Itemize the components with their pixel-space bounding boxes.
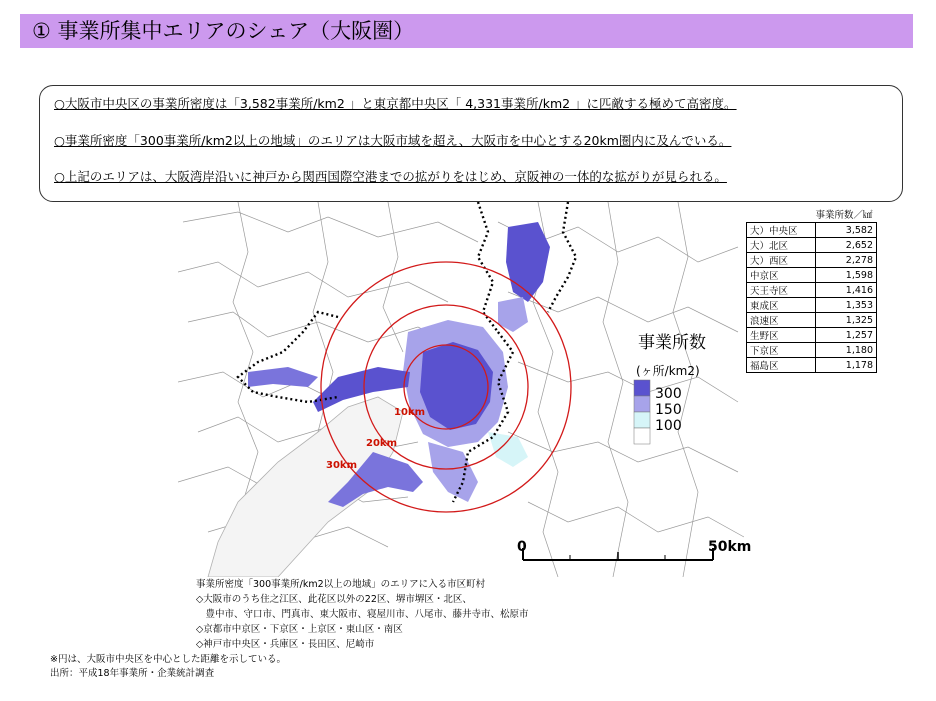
summary-line: ○事業所密度「300事業所/km2以上の地域」のエリアは大阪市域を超え、大阪市を中心とする20km圏内に及んでいる。 — [54, 133, 732, 148]
summary-line: ○大阪市中央区の事業所密度は「3,582事業所/km2 」と東京都中央区「 4,331事業所/km2 」に匹敵する極めて高密度。 — [54, 96, 737, 111]
ward-name: 生野区 — [747, 328, 816, 343]
table-row — [747, 268, 877, 283]
legend-swatches — [634, 380, 650, 444]
density-ranking-table — [746, 206, 877, 373]
legend-title: 事業所数 — [638, 333, 706, 353]
ward-value: 1,353 — [816, 298, 877, 313]
ward-value: 1,325 — [816, 313, 877, 328]
ward-name: 中京区 — [747, 268, 816, 283]
ward-value: 1,598 — [816, 268, 877, 283]
legend-label-150: 150 — [655, 402, 682, 418]
scale-end-label: 50km — [708, 539, 752, 555]
ward-value: 3,582 — [816, 223, 877, 238]
footnotes — [50, 653, 286, 681]
table-row — [747, 238, 877, 253]
table-row — [747, 283, 877, 298]
ward-value: 1,178 — [816, 358, 877, 373]
note-line: 豊中市、守口市、門真市、東大阪市、寝屋川市、八尾市、藤井寺市、松原市 — [196, 609, 529, 620]
ward-value: 1,180 — [816, 343, 877, 358]
ward-name: 福島区 — [747, 358, 816, 373]
table-row — [747, 298, 877, 313]
ward-name: 大）北区 — [747, 238, 816, 253]
ring-label-10km: 10km — [394, 407, 425, 418]
summary-line: ○上記のエリアは、大阪湾岸沿いに神戸から関西国際空港までの拡がりをはじめ、京阪神の一体的な拡がりが見られる。 — [54, 169, 727, 184]
legend-label-300: 300 — [655, 386, 682, 402]
ward-name: 東成区 — [747, 298, 816, 313]
footnote-line: ※円は、大阪市中央区を中心とした距離を示している。 — [50, 654, 286, 665]
ring-label-20km: 20km — [366, 438, 397, 449]
note-line: ◇京都市中京区・下京区・上京区・東山区・南区 — [196, 624, 403, 635]
table-row — [747, 253, 877, 268]
table-row — [747, 223, 877, 238]
source-line: 出所：平成18年事業所・企業統計調査 — [50, 668, 215, 679]
ward-name: 大）中央区 — [747, 223, 816, 238]
table-header: 事業所数／㎢ — [815, 210, 873, 221]
table-row — [747, 343, 877, 358]
ward-value: 2,278 — [816, 253, 877, 268]
density-map — [178, 202, 752, 577]
table-row — [747, 328, 877, 343]
page-title: ① 事業所集中エリアのシェア（大阪圏） — [32, 19, 415, 43]
ward-name: 浪速区 — [747, 313, 816, 328]
ward-name: 天王寺区 — [747, 283, 816, 298]
legend-label-100: 100 — [655, 418, 682, 434]
note-line: ◇大阪市のうち住之江区、此花区以外の22区、堺市堺区・北区、 — [196, 594, 472, 605]
table-row — [747, 358, 877, 373]
ward-name: 下京区 — [747, 343, 816, 358]
area-notes — [196, 577, 529, 652]
note-line: ◇神戸市中央区・兵庫区・長田区、尼崎市 — [196, 639, 375, 650]
table-row — [747, 313, 877, 328]
summary-box — [39, 85, 903, 202]
ward-name: 大）西区 — [747, 253, 816, 268]
ring-label-30km: 30km — [326, 460, 357, 471]
ward-value: 1,257 — [816, 328, 877, 343]
title-bar — [20, 14, 913, 48]
ward-value: 2,652 — [816, 238, 877, 253]
ward-value: 1,416 — [816, 283, 877, 298]
scale-start-label: 0 — [517, 539, 527, 555]
legend-unit: (ヶ所/km2) — [636, 364, 700, 378]
note-line: 事業所密度「300事業所/km2以上の地域」のエリアに入る市区町村 — [196, 579, 486, 590]
